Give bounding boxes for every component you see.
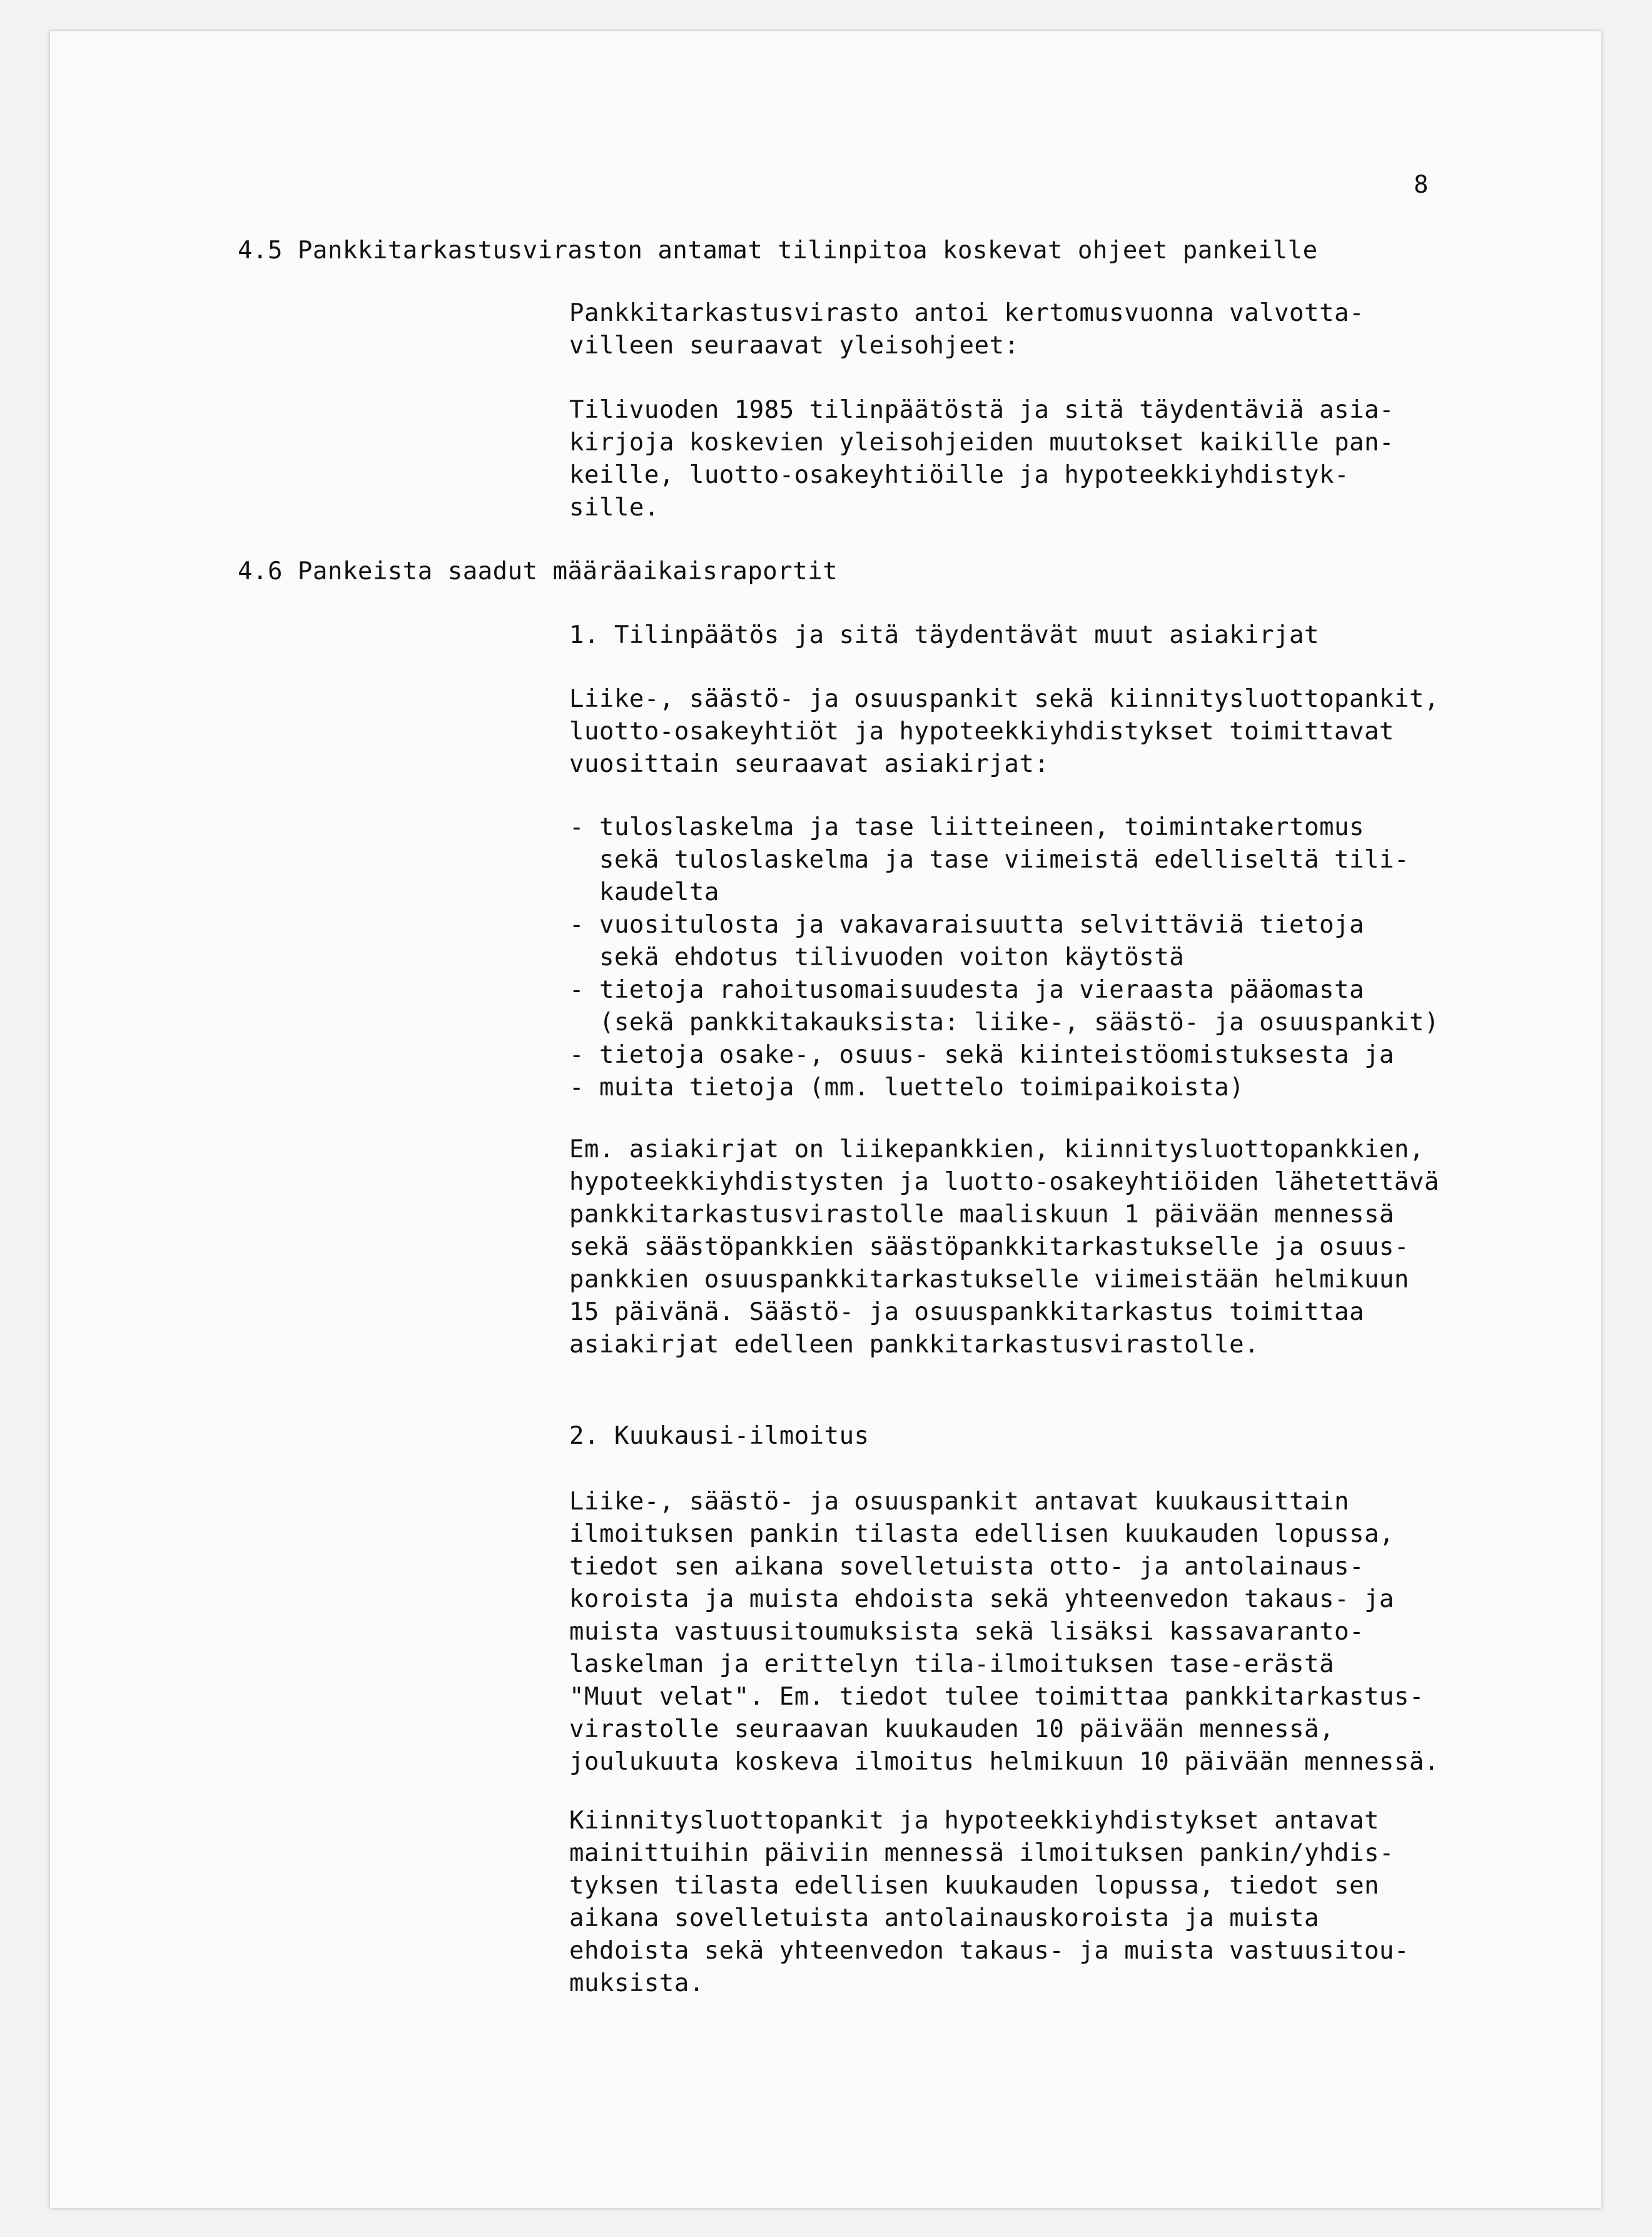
subsection-1-title: 1. Tilinpäätös ja sitä täydentävät muut asiakirjat	[569, 621, 1319, 649]
page-number: 8	[1414, 171, 1429, 199]
subsection-2-title: 2. Kuukausi-ilmoitus	[569, 1422, 869, 1450]
section-4-5-heading: 4.5 Pankkitarkastusviraston antamat tilinpitoa koskevat ohjeet pankeille	[238, 236, 1318, 265]
subsection-1-closing: Em. asiakirjat on liikepankkien, kiinnitysluottopankkien, hypoteekkiyhdistysten ja luotto-osakeyhtiöiden lähetettävä pankkitarkastusvirastolle maaliskuun 1 päivään mennessä sekä säästöpankkien säästöpankkitarkastukselle ja osuus- pankkien osuuspankkitarkastukselle viimeistään helmikuun 15 päivänä. Säästö- ja osuuspankkitarkastus toimittaa asiakirjat edelleen pankkitarkastusvirastolle.	[569, 1135, 1439, 1359]
subsection-1-intro: Liike-, säästö- ja osuuspankit sekä kiinnitysluottopankit, luotto-osakeyhtiöt ja hypoteekkiyhdistykset toimittavat vuosittain seuraavat asiakirjat:	[569, 685, 1439, 778]
section-4-5-intro: Pankkitarkastusvirasto antoi kertomusvuonna valvotta- villeen seuraavat yleisohjeet:	[569, 299, 1364, 360]
section-4-5-guideline: Tilivuoden 1985 tilinpäätöstä ja sitä täydentäviä asia- kirjoja koskevien yleisohjeiden muutokset kaikille pan- keille, luotto-osakeyhtiöille ja hypoteekkiyhdistyk- sille.	[569, 396, 1394, 522]
subsection-2-paragraph-1: Liike-, säästö- ja osuuspankit antavat kuukausittain ilmoituksen pankin tilasta edellisen kuukauden lopussa, tiedot sen aikana sovelletuista otto- ja antolainaus- koroista ja muista ehdoista sekä yhteenvedon takaus- ja muista vastuusitoumuksista sekä lisäksi kassavaranto- laskelman ja erittelyn tila-ilmoituksen tase-erästä "Muut velat". Em. tiedot tulee toimittaa pankkitarkastus- virastolle seuraavan kuukauden 10 päivään mennessä, joulukuuta koskeva ilmoitus helmikuun 10 päivään mennessä.	[569, 1488, 1439, 1776]
section-4-6-heading: 4.6 Pankeista saadut määräaikaisraportit	[238, 557, 838, 586]
document-list: - tuloslaskelma ja tase liitteineen, toimintakertomus sekä tuloslaskelma ja tase viimeistä edelliseltä tili- kaudelta - vuositulosta ja vakavaraisuutta selvittäviä tietoja sekä ehdotus tilivuoden voiton käytöstä - tietoja rahoitusomaisuudesta ja vieraasta pääomasta (sekä pankkitakauksista: liike-, säästö- ja osuuspankit) - tietoja osake-, osuus- sekä kiinteistöomistuksesta ja - muita tietoja (mm. luettelo toimipaikoista)	[569, 813, 1439, 1102]
subsection-2-paragraph-2: Kiinnitysluottopankit ja hypoteekkiyhdistykset antavat mainittuihin päiviin mennessä ilmoituksen pankin/yhdis- tyksen tilasta edellisen kuukauden lopussa, tiedot sen aikana sovelletuista antolainauskoroista ja muista ehdoista sekä yhteenvedon takaus- ja muista vastuusitou- muksista.	[569, 1807, 1409, 1997]
